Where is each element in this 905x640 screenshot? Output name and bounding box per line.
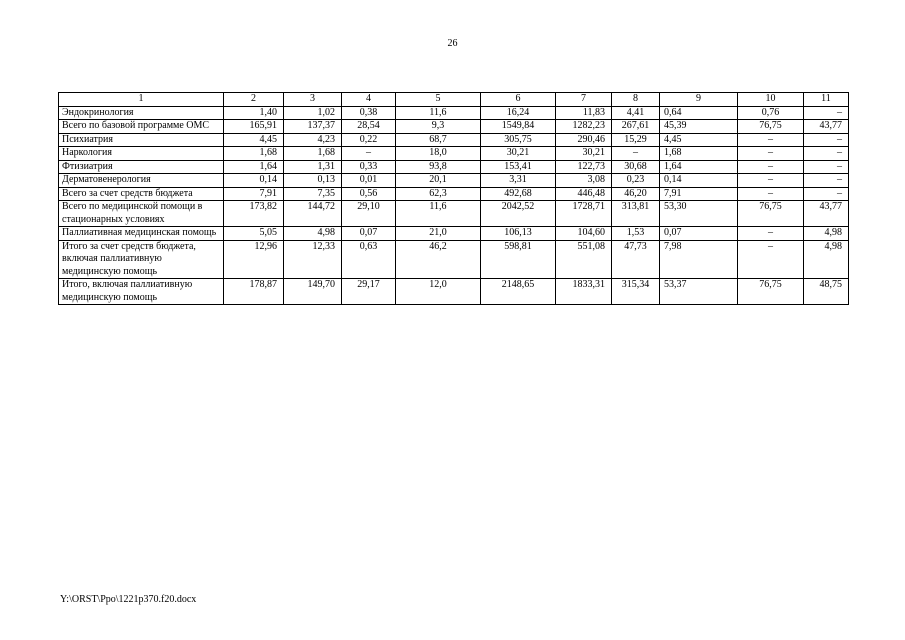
- table-cell: 62,3: [396, 187, 481, 201]
- table-cell: –: [804, 133, 849, 147]
- table-row: [59, 133, 849, 147]
- row-label: Эндокринология: [59, 106, 224, 120]
- table-cell: 1282,23: [556, 120, 612, 134]
- table-cell: 3,31: [481, 174, 556, 188]
- table-cell: 29,17: [342, 279, 396, 305]
- table-cell: 53,37: [660, 279, 738, 305]
- column-header: 1: [59, 93, 224, 107]
- table-cell: 1,68: [224, 147, 284, 161]
- table-cell: 7,91: [224, 187, 284, 201]
- table-cell: 0,76: [738, 106, 804, 120]
- table-cell: 290,46: [556, 133, 612, 147]
- table-cell: 1,02: [284, 106, 342, 120]
- table-cell: 11,83: [556, 106, 612, 120]
- table-cell: 53,30: [660, 201, 738, 227]
- table-cell: 4,23: [284, 133, 342, 147]
- table-cell: 21,0: [396, 227, 481, 241]
- table-cell: 104,60: [556, 227, 612, 241]
- table-cell: 1,53: [612, 227, 660, 241]
- table-cell: 46,20: [612, 187, 660, 201]
- table-cell: –: [738, 160, 804, 174]
- table-cell: 0,38: [342, 106, 396, 120]
- table-cell: 0,33: [342, 160, 396, 174]
- table-row: [59, 120, 849, 134]
- table-header-row: [59, 93, 849, 107]
- table-cell: 2042,52: [481, 201, 556, 227]
- table-row: [59, 240, 849, 279]
- table-cell: 30,68: [612, 160, 660, 174]
- row-label: Всего по медицинской помощи в стационарных условиях: [59, 201, 224, 227]
- table-cell: 0,23: [612, 174, 660, 188]
- table-cell: 20,1: [396, 174, 481, 188]
- table-cell: 68,7: [396, 133, 481, 147]
- column-header: 8: [612, 93, 660, 107]
- table-cell: 16,24: [481, 106, 556, 120]
- page-number: 26: [447, 38, 458, 49]
- table-cell: 30,21: [481, 147, 556, 161]
- column-header: 2: [224, 93, 284, 107]
- table-cell: –: [804, 106, 849, 120]
- table-cell: 4,98: [804, 227, 849, 241]
- table-cell: 4,45: [660, 133, 738, 147]
- table-cell: 12,33: [284, 240, 342, 279]
- table-cell: 5,05: [224, 227, 284, 241]
- table-cell: 0,63: [342, 240, 396, 279]
- table-cell: –: [804, 160, 849, 174]
- table-cell: 43,77: [804, 201, 849, 227]
- table-cell: –: [804, 147, 849, 161]
- table-cell: 28,54: [342, 120, 396, 134]
- table-cell: 1,40: [224, 106, 284, 120]
- table-cell: 43,77: [804, 120, 849, 134]
- row-label: Дерматовенерология: [59, 174, 224, 188]
- row-label: Всего за счет средств бюджета: [59, 187, 224, 201]
- table-cell: –: [804, 174, 849, 188]
- table-cell: 0,14: [224, 174, 284, 188]
- table-cell: 315,34: [612, 279, 660, 305]
- table-cell: 446,48: [556, 187, 612, 201]
- row-label: Паллиативная медицинская помощь: [59, 227, 224, 241]
- table-cell: 11,6: [396, 201, 481, 227]
- table-cell: 1,68: [660, 147, 738, 161]
- column-header: 10: [738, 93, 804, 107]
- table-cell: 45,39: [660, 120, 738, 134]
- table-cell: 9,3: [396, 120, 481, 134]
- table-cell: 11,6: [396, 106, 481, 120]
- row-label: Всего по базовой программе ОМС: [59, 120, 224, 134]
- table-cell: 1,64: [660, 160, 738, 174]
- table-cell: 0,64: [660, 106, 738, 120]
- table-cell: 12,0: [396, 279, 481, 305]
- file-path-footer: Y:\ORST\Ppo\1221p370.f20.docx: [60, 594, 197, 605]
- table-cell: 313,81: [612, 201, 660, 227]
- table-cell: 76,75: [738, 120, 804, 134]
- row-label: Фтизиатрия: [59, 160, 224, 174]
- table-cell: 7,98: [660, 240, 738, 279]
- table-cell: 173,82: [224, 201, 284, 227]
- row-label: Итого за счет средств бюджета, включая паллиативную медицинскую помощь: [59, 240, 224, 279]
- table-cell: –: [342, 147, 396, 161]
- table-cell: 15,29: [612, 133, 660, 147]
- table-cell: –: [804, 187, 849, 201]
- row-label: Наркология: [59, 147, 224, 161]
- table-cell: 7,91: [660, 187, 738, 201]
- column-header: 5: [396, 93, 481, 107]
- table-row: [59, 201, 849, 227]
- table-cell: 0,07: [342, 227, 396, 241]
- table-cell: 0,01: [342, 174, 396, 188]
- table-cell: 7,35: [284, 187, 342, 201]
- table-cell: 106,13: [481, 227, 556, 241]
- column-header: 7: [556, 93, 612, 107]
- table-cell: 492,68: [481, 187, 556, 201]
- table-cell: 1833,31: [556, 279, 612, 305]
- table-cell: –: [738, 174, 804, 188]
- data-table: [58, 92, 849, 305]
- table-cell: 0,22: [342, 133, 396, 147]
- column-header: 11: [804, 93, 849, 107]
- column-header: 6: [481, 93, 556, 107]
- table-cell: 1,31: [284, 160, 342, 174]
- row-label: Итого, включая паллиативную медицинскую помощь: [59, 279, 224, 305]
- table-cell: 0,14: [660, 174, 738, 188]
- table-cell: 1,64: [224, 160, 284, 174]
- table-row: [59, 279, 849, 305]
- table-row: [59, 160, 849, 174]
- table-cell: 4,98: [284, 227, 342, 241]
- table-cell: 1549,84: [481, 120, 556, 134]
- table-cell: 0,07: [660, 227, 738, 241]
- table-cell: –: [738, 240, 804, 279]
- table-cell: –: [738, 187, 804, 201]
- table-cell: 76,75: [738, 279, 804, 305]
- column-header: 3: [284, 93, 342, 107]
- table-cell: –: [738, 133, 804, 147]
- table-cell: 4,98: [804, 240, 849, 279]
- table-cell: 3,08: [556, 174, 612, 188]
- table-cell: 0,56: [342, 187, 396, 201]
- table-cell: 46,2: [396, 240, 481, 279]
- row-label: Психиатрия: [59, 133, 224, 147]
- table-row: [59, 174, 849, 188]
- table-cell: –: [612, 147, 660, 161]
- table-cell: 4,41: [612, 106, 660, 120]
- table-cell: 165,91: [224, 120, 284, 134]
- table-cell: 18,0: [396, 147, 481, 161]
- table-row: [59, 106, 849, 120]
- table-cell: 137,37: [284, 120, 342, 134]
- column-header: 4: [342, 93, 396, 107]
- table-cell: 153,41: [481, 160, 556, 174]
- table-cell: 29,10: [342, 201, 396, 227]
- table-cell: 598,81: [481, 240, 556, 279]
- table-row: [59, 147, 849, 161]
- table-cell: 30,21: [556, 147, 612, 161]
- table-cell: 93,8: [396, 160, 481, 174]
- table-cell: 267,61: [612, 120, 660, 134]
- table-cell: 0,13: [284, 174, 342, 188]
- table-cell: 305,75: [481, 133, 556, 147]
- table-row: [59, 227, 849, 241]
- table-cell: 4,45: [224, 133, 284, 147]
- table-cell: 48,75: [804, 279, 849, 305]
- table-cell: 76,75: [738, 201, 804, 227]
- table-cell: –: [738, 227, 804, 241]
- table-cell: 2148,65: [481, 279, 556, 305]
- table-cell: 149,70: [284, 279, 342, 305]
- table-cell: –: [738, 147, 804, 161]
- table-cell: 122,73: [556, 160, 612, 174]
- table-cell: 551,08: [556, 240, 612, 279]
- table-cell: 1728,71: [556, 201, 612, 227]
- table-cell: 178,87: [224, 279, 284, 305]
- table-row: [59, 187, 849, 201]
- column-header: 9: [660, 93, 738, 107]
- table-cell: 47,73: [612, 240, 660, 279]
- table-cell: 144,72: [284, 201, 342, 227]
- table-cell: 12,96: [224, 240, 284, 279]
- table-cell: 1,68: [284, 147, 342, 161]
